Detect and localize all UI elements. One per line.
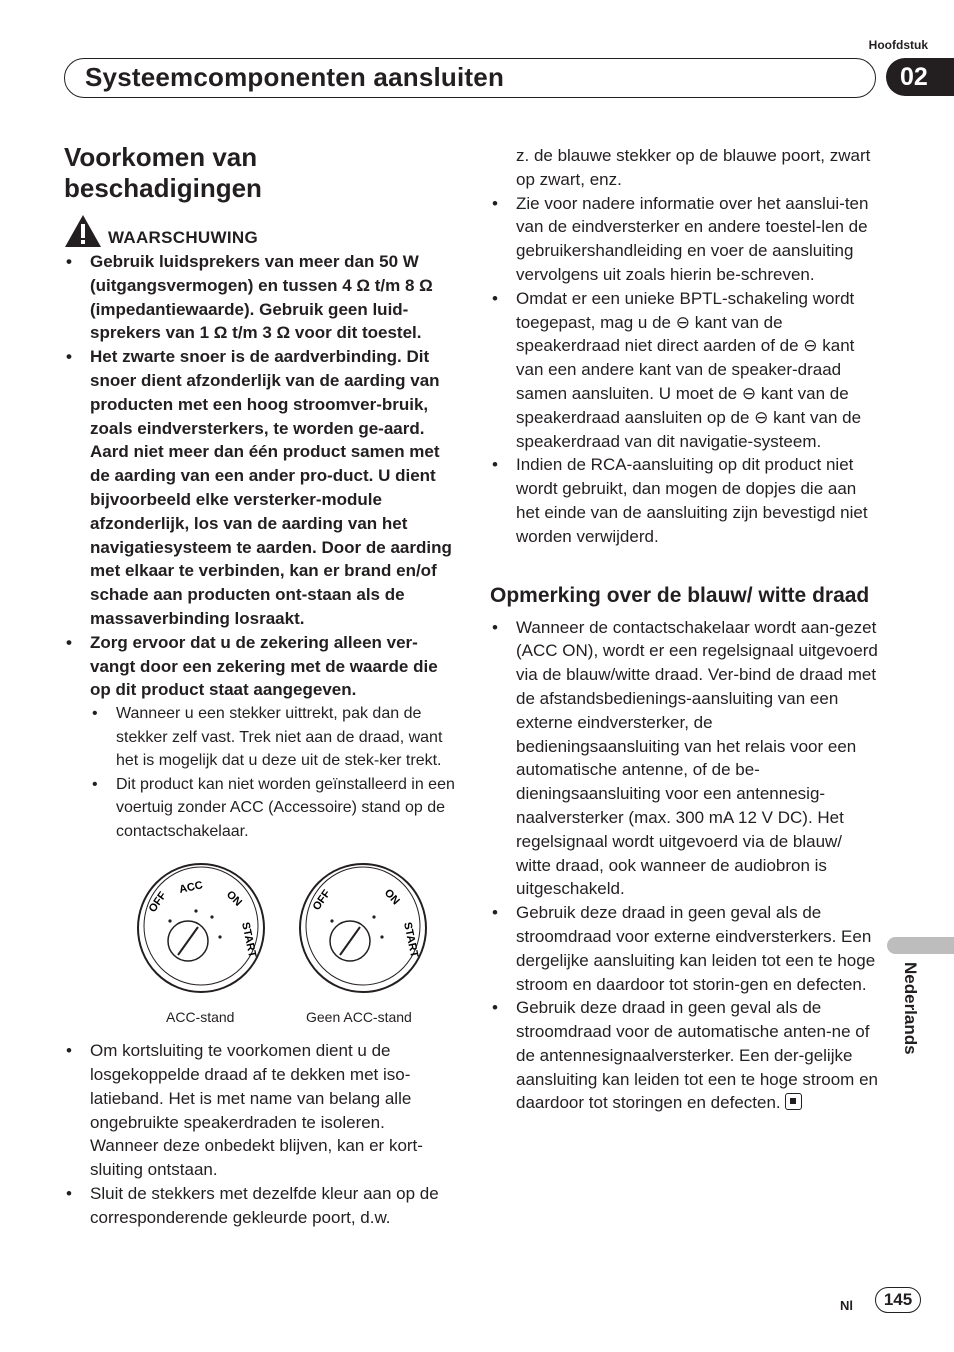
caption-no-acc: Geen ACC-stand <box>306 1009 412 1026</box>
section-title: Systeemcomponenten aansluiten <box>85 62 505 92</box>
page-number: 145 <box>875 1287 921 1313</box>
chapter-label: Hoofdstuk <box>868 38 928 52</box>
left-column <box>64 142 456 1230</box>
list-item: • Omdat er een unieke BPTL-schakeling wordt toegepast, mag u de ⊖ kant van de speakerdraad niet direct aarden of de ⊖ kant van een andere kant van de speaker-draad samen aansluiten. U moet de ⊖ kant van de speakerdraad aansluiten op de ⊖ kant van de speakerdraad van dit navigatie-systeem. <box>490 287 880 454</box>
subheading: Opmerking over de blauw/ witte draad <box>490 583 870 607</box>
note-item: • Wanneer de contactschakelaar wordt aan-gezet (ACC ON), wordt er een regelsignaal uitgevoerd via de blauw/witte draad. Ver-bind de draad met de afstandsbedienings-aansluiting van een externe eindversterker, de bedieningsaansluiting van het relais voor een automatische antenne, of de be-dieningsaansluiting voor een antennesig-naalversterker (max. 300 mA 12 V DC). Het regelsignaal wordt uitgevoerd via de blauw/ witte draad, ook wanneer de audiobron is uitgeschakeld. <box>490 616 880 902</box>
warning-item: • Gebruik luidsprekers van meer dan 50 W (uitgangsvermogen) en tussen 4 Ω t/m 8 Ω (impedantiewaarde). Gebruik geen luid-sprekers van 1 Ω t/m 3 Ω voor dit toestel. <box>64 250 456 345</box>
ignition-figure <box>124 861 424 1039</box>
end-mark-icon <box>785 1093 802 1110</box>
ignition-no-acc-illustration <box>298 861 428 1001</box>
note-item: • Gebruik deze draad in geen geval als de stroomdraad voor externe eindversterkers. Een dergelijke aansluiting kan leiden tot een te hoge stroom en daardoor tot storin-gen en defecten. <box>490 901 880 996</box>
language-label: Nederlands <box>901 962 920 1055</box>
label-on: ON <box>223 888 245 909</box>
warning-label: WAARSCHUWING <box>108 228 258 247</box>
chapter-number-tab: 02 <box>886 58 954 96</box>
label-off: OFF <box>310 887 334 913</box>
warning-sub-item: • Wanneer u een stekker uittrekt, pak dan de stekker zelf vast. Trek niet aan de draad, want het is mogelijk dat u deze uit de stek-ker trekt. <box>90 702 456 773</box>
warning-header <box>64 214 456 248</box>
language-tab <box>887 937 954 954</box>
list-item: • Sluit de stekkers met dezelfde kleur aan op de corresponderende gekleurde poort, d.w. <box>64 1182 456 1230</box>
label-off: OFF <box>146 889 170 915</box>
warning-item: • Het zwarte snoer is de aardverbinding. Dit snoer dient afzonderlijk van de aarding van producten met een hoog stroomver-bruik, zoals eindversterkers, te worden ge-aard. Aard niet meer dan één product samen met de aarding van een ander pro-duct. U dient bijvoorbeeld elke versterker-module afzonderlijk, los van de aarding van het navigatiesysteem te aarden. Door de aarding met elkaar te verbinden, kan er brand en/of schade aan producten ont-staan als de massaverbinding losraakt. <box>64 345 456 631</box>
warning-item: • Zorg ervoor dat u de zekering alleen ver-vangt door een zekering met de waarde die op dit product staat aangegeven. <box>64 631 456 702</box>
page-heading: Voorkomen van beschadigingen <box>64 142 262 203</box>
warning-list <box>64 250 456 702</box>
label-start: START <box>239 921 259 959</box>
caption-acc: ACC-stand <box>166 1009 235 1026</box>
label-acc: ACC <box>178 879 204 897</box>
ignition-acc-illustration <box>136 861 266 1001</box>
footer-lang-code: Nl <box>840 1298 853 1313</box>
right-column <box>490 144 880 1115</box>
note-item-text: Gebruik deze draad in geen geval als de stroomdraad voor de automatische anten-ne of de antennesignaalversterker. Een der-gelijke aansluiting kan leiden tot een te hoge stroom en daardoor tot storingen en defecten. <box>516 998 878 1113</box>
warning-triangle-icon <box>64 214 102 248</box>
list-item: • Indien de RCA-aansluiting op dit product niet wordt gebruikt, dan mogen de dopjes die aan het einde van de aansluiting zijn bevestigd niet worden verwijderd. <box>490 453 880 548</box>
label-start: START <box>401 921 421 959</box>
warning-sub-list <box>90 702 456 843</box>
right-list <box>490 192 880 549</box>
list-item: • Zie voor nadere informatie over het aanslui-ten van de eindversterker en andere toestel-len de gebruikershandleiding en voer de aansluiting vervolgens uit zoals hierin be-schreven. <box>490 192 880 287</box>
warning-sub-item: • Dit product kan niet worden geïnstalleerd in een voertuig zonder ACC (Accessoire) stand op de contactschakelaar. <box>90 773 456 844</box>
label-on: ON <box>381 887 402 908</box>
continuation-text: z. de blauwe stekker op de blauwe poort, zwart op zwart, enz. <box>516 146 871 189</box>
note-list <box>490 616 880 1116</box>
section-header <box>64 58 876 98</box>
left-list <box>64 1039 456 1229</box>
list-item: • Om kortsluiting te voorkomen dient u de losgekoppelde draad af te dekken met iso-latieband. Het is met name van belang alle ongebruikte speakerdraden te isoleren. Wanneer deze onbedekt blijven, kan er kort-sluiting ontstaan. <box>64 1039 456 1182</box>
note-item <box>490 996 880 1115</box>
